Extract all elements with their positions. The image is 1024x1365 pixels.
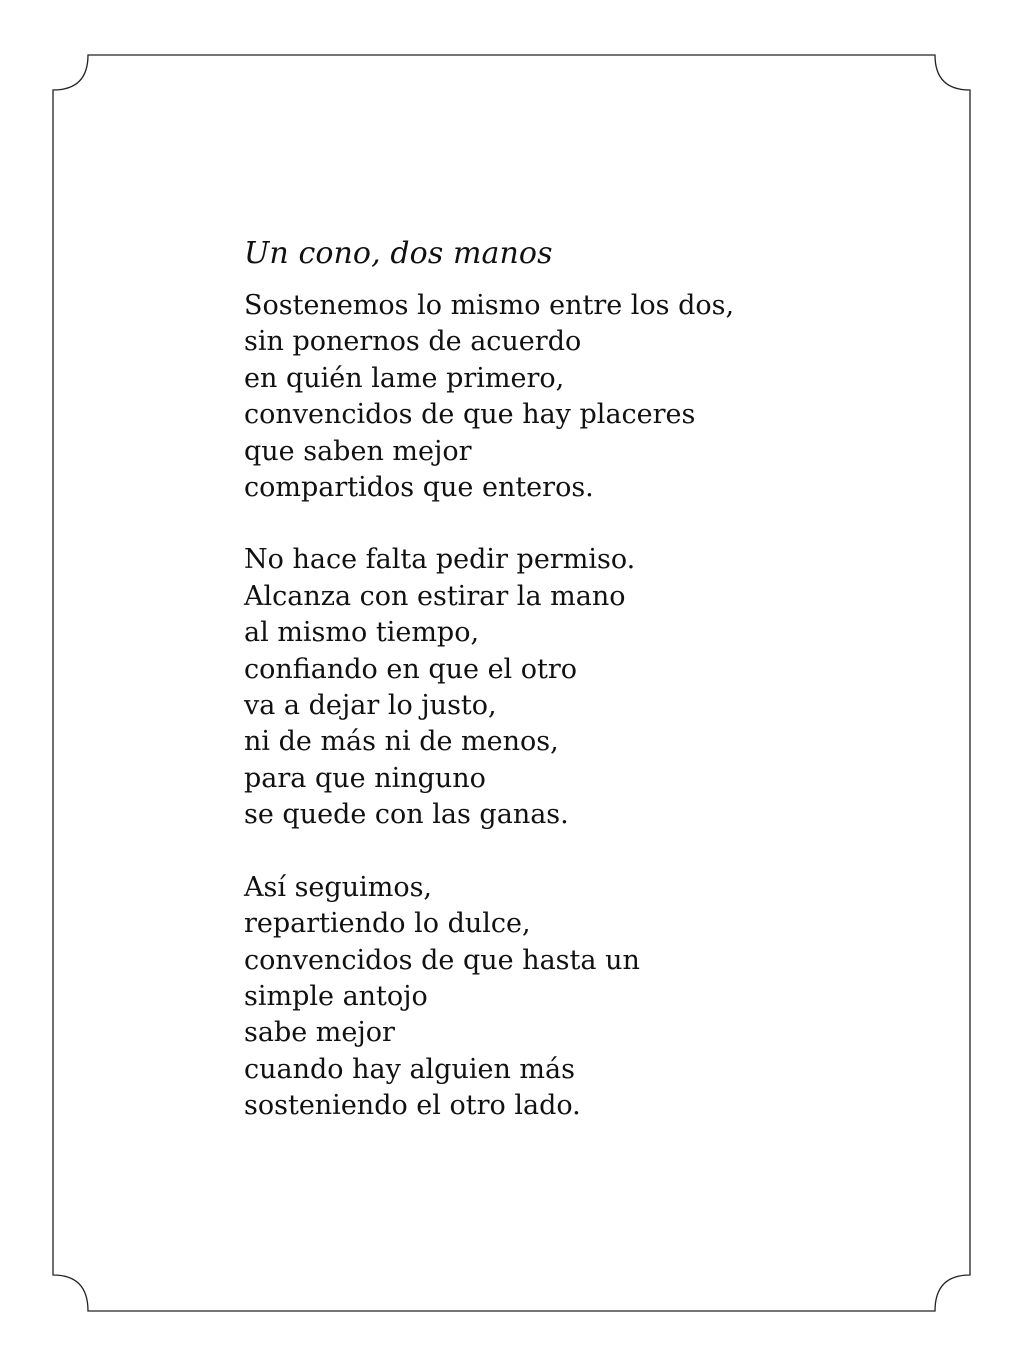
poem bbox=[244, 230, 884, 1161]
poem-title: Un cono, dos manos bbox=[244, 236, 553, 271]
poem-line: para que ninguno bbox=[244, 762, 486, 794]
poem-line: cuando hay alguien más bbox=[244, 1053, 575, 1085]
stanza-1 bbox=[244, 288, 884, 506]
poem-line: se quede con las ganas. bbox=[244, 799, 569, 831]
poem-line: confiando en que el otro bbox=[244, 653, 578, 685]
stanza-3 bbox=[244, 870, 884, 1125]
poem-line: al mismo tiempo, bbox=[244, 617, 480, 649]
poem-line: sin ponernos de acuerdo bbox=[244, 326, 582, 358]
poem-line: Así seguimos, bbox=[244, 871, 433, 903]
poem-line: en quién lame primero, bbox=[244, 362, 565, 394]
poem-line: va a dejar lo justo, bbox=[244, 690, 497, 722]
poem-line: convencidos de que hay placeres bbox=[244, 399, 696, 431]
poem-line: simple antojo bbox=[244, 980, 428, 1012]
poem-line: No hace falta pedir permiso. bbox=[244, 544, 636, 576]
poem-line: convencidos de que hasta un bbox=[244, 944, 640, 976]
poem-line: Sostenemos lo mismo entre los dos, bbox=[244, 290, 735, 321]
poem-line: repartiendo lo dulce, bbox=[244, 908, 531, 940]
poem-line: Alcanza con estirar la mano bbox=[244, 580, 626, 612]
stanza-2 bbox=[244, 542, 884, 833]
poem-line: compartidos que enteros. bbox=[244, 472, 594, 504]
poem-line: sabe mejor bbox=[244, 1017, 395, 1049]
poem-line: que saben mejor bbox=[244, 435, 472, 467]
poem-line: ni de más ni de menos, bbox=[244, 726, 559, 758]
poem-line: sosteniendo el otro lado. bbox=[244, 1090, 581, 1122]
